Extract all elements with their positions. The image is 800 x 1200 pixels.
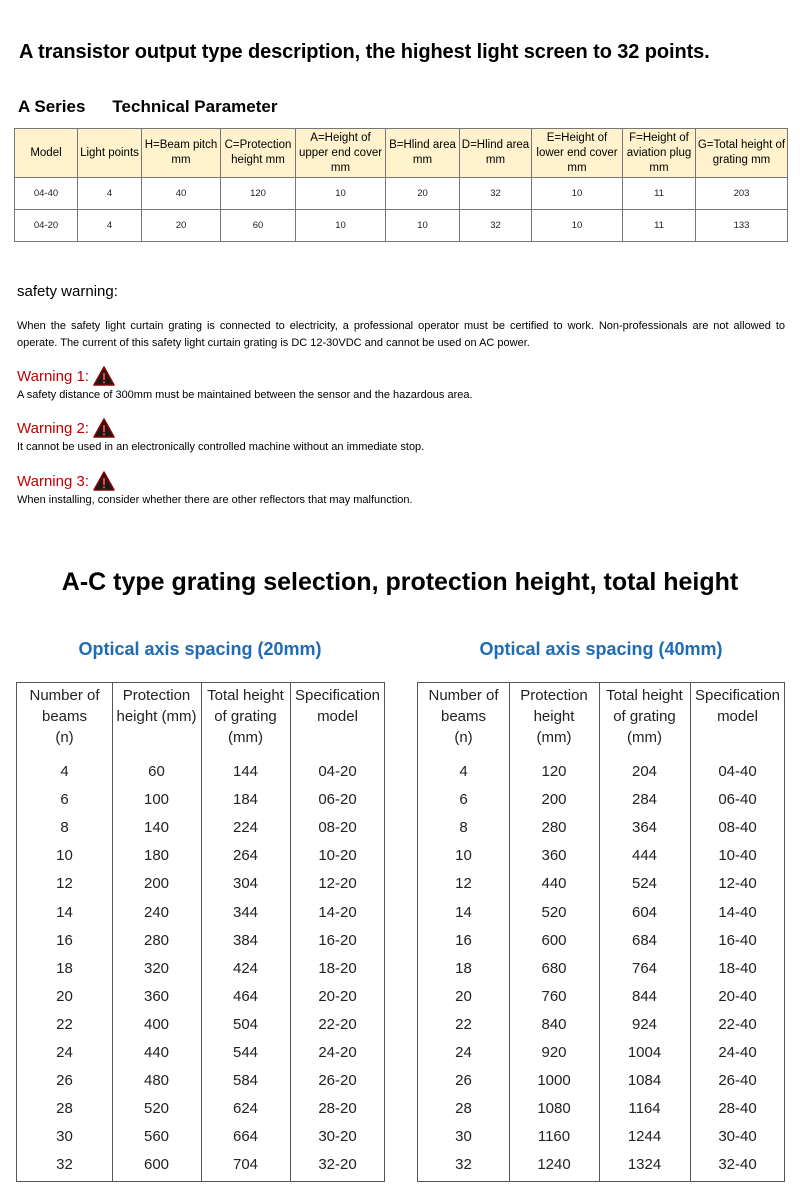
table-cell: 184 [232,791,259,809]
table-cell: 280 [143,931,170,949]
column-header-line: Protection [520,687,588,704]
table-cell: 764 [631,959,658,977]
column-header-line: (n) [55,729,74,746]
table-cell: 30 [56,1128,73,1146]
table-cell: 344 [232,903,259,921]
column-header-line: model [717,708,758,725]
column-header [290,685,385,727]
table-cell: 120 [541,763,567,780]
table-cell: 40 [142,178,221,210]
table-cell: 26-40 [718,1072,757,1090]
table-cell: 14-20 [318,903,357,921]
table-cell: 1164 [628,1100,661,1118]
table-cell: 26 [56,1072,73,1090]
table-cell: 520 [143,1100,170,1118]
warning-1-label [17,366,115,386]
table-cell: 22-40 [718,1015,757,1033]
table-cell: 400 [143,1015,170,1033]
header-cell: Model [15,129,78,178]
table-cell: 1240 [537,1156,571,1174]
right-table-title: Optical axis spacing (40mm) [479,639,723,659]
column-header [17,685,112,748]
table-cell: 22 [455,1015,472,1033]
table-cell: 20 [455,987,472,1005]
table-cell: 04-40 [15,178,78,210]
column-header-line: Total height [606,687,683,704]
table-cell: 224 [232,819,259,837]
table-cell: 920 [541,1044,567,1061]
table-cell: 60 [148,763,165,780]
table-cell: 524 [631,875,658,893]
table-cell: 18 [56,959,73,977]
table-cell: 22 [56,1015,73,1033]
table-cell: 144 [232,763,259,780]
table-cell: 584 [232,1072,259,1090]
table-cell: 140 [143,819,170,837]
warning-triangle-icon [93,366,115,386]
warning-label-text: Warning 1: [17,367,89,385]
table-cell: 360 [541,847,567,865]
table-cell: 32-20 [318,1156,357,1174]
table-cell: 6 [60,791,69,809]
table-cell: 8 [459,819,468,837]
table-cell: 1324 [627,1156,662,1174]
column-header-line: Specification [294,687,381,704]
table-cell: 664 [232,1128,259,1146]
warning-3-text: When installing, consider whether there are other reflectors that may malfunction. [17,494,413,506]
table-cell: 10 [532,178,623,210]
table-cell: 18 [455,959,472,977]
table-cell: 4 [60,763,69,780]
header-cell: Light points [78,129,142,178]
column-header-line: (mm) [228,729,263,746]
table-cell: 18-20 [318,959,357,977]
table-cell: 384 [232,931,259,949]
column-header-line: model [317,708,358,725]
column-header [201,685,290,748]
table-cell: 10 [296,210,386,242]
table-cell: 100 [143,791,170,809]
warning-2-text: It cannot be used in an electronically controlled machine without an immediate stop. [17,441,425,453]
table-cell: 304 [232,875,259,893]
table-cell: 32 [460,210,532,242]
table-cell: 480 [143,1072,170,1090]
table-cell: 760 [541,987,567,1005]
table-cell: 504 [232,1015,259,1033]
table-cell: 10-40 [718,847,757,865]
column-header [690,685,785,727]
warning-label-text: Warning 2: [17,419,89,437]
table-cell: 20 [56,987,73,1005]
table-cell: 440 [143,1044,170,1061]
column-header-line: Number of [428,687,499,704]
table-cell: 180 [143,847,170,865]
series-subtitle: Technical Parameter [112,97,278,116]
table-cell: 28-20 [318,1100,357,1118]
table-cell: 30-40 [718,1128,757,1146]
table-cell: 24 [56,1044,73,1061]
table-cell: 11 [623,210,696,242]
table-cell: 8 [60,819,69,837]
table-cell: 600 [541,931,567,949]
table-cell: 1004 [627,1044,662,1061]
header-cell: B=Hlind area mm [386,129,460,178]
warning-label-text: Warning 3: [17,472,89,490]
table-cell: 280 [541,819,567,837]
column-header-line: (mm) [627,729,662,746]
header-cell: C=Protection height mm [221,129,296,178]
table-cell: 624 [232,1100,259,1118]
table-cell: 684 [631,931,658,949]
table-cell: 06-20 [318,791,357,809]
page-title: A transistor output type description, the highest light screen to 32 points. [19,41,710,63]
table-cell: 12 [56,875,73,893]
table-cell: 120 [221,178,296,210]
table-cell: 464 [232,987,259,1005]
column-header-line: (n) [454,729,473,746]
selection-title: A-C type grating selection, protection height, total height [61,568,739,596]
table-cell: 204 [631,763,658,780]
table-cell: 12-40 [718,875,757,893]
column-header-line: Total height [207,687,284,704]
table-cell: 32 [460,178,532,210]
column-header [418,685,509,748]
table-cell: 704 [232,1156,259,1174]
header-cell: F=Height of aviation plug mm [623,129,696,178]
table-cell: 1244 [627,1128,662,1146]
table-cell: 20 [142,210,221,242]
column-header-line: beams [440,708,487,725]
table-cell: 12 [455,875,472,893]
header-cell: A=Height of upper end cover mm [296,129,386,178]
table-row [15,178,788,210]
table-cell: 424 [232,959,259,977]
column-header-line: height (mm) [116,708,197,725]
table-cell: 04-40 [718,763,757,780]
warning-2-label [17,418,115,438]
series-name: A Series [18,97,86,116]
column-header-line: beams [41,708,88,725]
left-table-title: Optical axis spacing (20mm) [78,639,322,659]
safety-heading: safety warning: [17,283,118,300]
table-cell: 444 [631,847,658,865]
header-cell: E=Height of lower end cover mm [532,129,623,178]
table-cell: 16-40 [718,931,757,949]
table-cell: 24 [455,1044,472,1061]
table-cell: 360 [143,987,170,1005]
selection-table-40mm [417,682,785,1182]
table-cell: 4 [459,763,468,780]
table-cell: 844 [631,987,658,1005]
table-row [15,210,788,242]
table-cell: 28 [56,1100,73,1118]
series-title [18,97,277,117]
table-cell: 16 [56,931,73,949]
table-cell: 200 [143,875,170,893]
table-cell: 32 [56,1156,73,1174]
header-cell: H=Beam pitch mm [142,129,221,178]
table-cell: 560 [143,1128,170,1146]
table-cell: 04-20 [15,210,78,242]
table-cell: 6 [459,791,468,809]
table-cell: 11 [623,178,696,210]
table-header-row [15,129,788,178]
column-header-line: of grating [214,708,277,725]
table-cell: 14 [455,903,472,921]
table-cell: 30 [455,1128,472,1146]
safety-text: When the safety light curtain grating is connected to electricity, a professional operator must be certified to work. Non-professionals are not allowed to operate. The current of this safety light curtain grating is DC 12-30VDC and cannot be used on AC power. [17,320,785,349]
table-cell: 1000 [537,1072,571,1090]
table-cell: 26 [455,1072,472,1090]
table-cell: 1084 [627,1072,662,1090]
column-header [112,685,201,727]
table-cell: 680 [541,959,567,977]
table-cell: 10-20 [318,847,357,865]
table-cell: 26-20 [318,1072,357,1090]
table-cell: 600 [143,1156,170,1174]
technical-parameter-table [14,128,788,242]
column-header-line: (mm) [536,729,572,746]
table-cell: 24-20 [318,1044,357,1061]
table-cell: 14 [56,903,73,921]
warning-3-label [17,471,115,491]
table-cell: 133 [696,210,788,242]
table-cell: 12-20 [318,875,357,893]
table-cell: 364 [631,819,658,837]
table-cell: 28 [455,1100,472,1118]
table-cell: 10 [56,847,73,865]
table-cell: 08-20 [318,819,357,837]
table-cell: 440 [541,875,567,893]
table-cell: 924 [631,1015,658,1033]
table-cell: 60 [221,210,296,242]
table-cell: 520 [541,903,567,921]
table-cell: 10 [532,210,623,242]
column-header-line: of grating [613,708,676,725]
warning-triangle-icon [93,418,115,438]
table-cell: 10 [455,847,472,865]
table-cell: 28-40 [718,1100,757,1118]
column-header [599,685,690,748]
table-cell: 284 [631,791,658,809]
column-header-line: Protection [122,687,191,704]
table-cell: 30-20 [318,1128,357,1146]
warning-triangle-icon [93,471,115,491]
table-cell: 10 [296,178,386,210]
column-header-line: Number of [29,687,100,704]
table-cell: 08-40 [718,819,757,837]
table-cell: 10 [386,210,460,242]
warning-1-text: A safety distance of 300mm must be maintained between the sensor and the hazardous area. [17,389,473,401]
table-cell: 22-20 [318,1015,357,1033]
table-cell: 18-40 [718,959,757,977]
column-header-line: Specification [694,687,781,704]
table-cell: 604 [631,903,658,921]
table-cell: 04-20 [318,763,357,780]
table-cell: 14-40 [718,903,757,921]
table-cell: 16-20 [318,931,357,949]
table-cell: 1160 [537,1128,571,1146]
table-cell: 20 [386,178,460,210]
column-header [509,685,599,748]
column-header-line: height [533,708,575,725]
table-cell: 16 [455,931,472,949]
table-cell: 200 [541,791,567,809]
table-cell: 4 [78,178,142,210]
header-cell: D=Hlind area mm [460,129,532,178]
table-cell: 1080 [537,1100,571,1118]
table-cell: 24-40 [718,1044,757,1061]
table-cell: 20-40 [718,987,757,1005]
table-cell: 264 [232,847,259,865]
table-cell: 20-20 [318,987,357,1005]
table-cell: 06-40 [718,791,757,809]
table-cell: 544 [232,1044,259,1061]
table-cell: 32 [455,1156,472,1174]
table-cell: 840 [541,1015,567,1033]
header-cell: G=Total height of grating mm [696,129,788,178]
table-cell: 4 [78,210,142,242]
table-cell: 320 [143,959,170,977]
table-cell: 203 [696,178,788,210]
table-cell: 240 [143,903,170,921]
table-cell: 32-40 [718,1156,757,1174]
selection-table-20mm [16,682,385,1182]
